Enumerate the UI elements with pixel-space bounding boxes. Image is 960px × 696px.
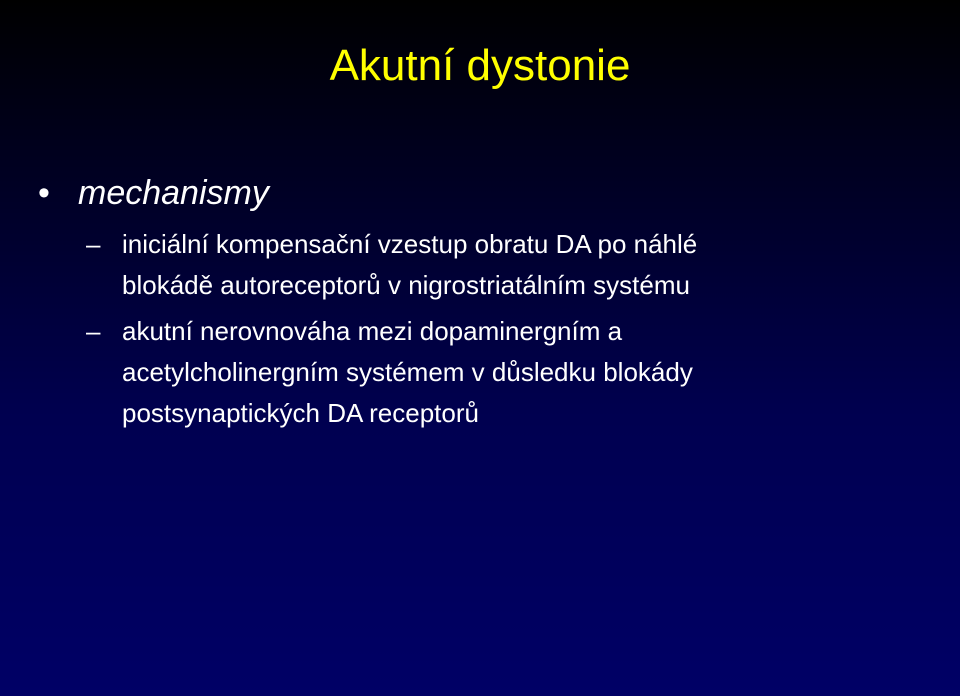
sub-bullet-list (86, 224, 936, 439)
sub-bullet-item-2 (86, 311, 936, 434)
bullet-item-mechanismy (38, 170, 918, 216)
slide-title: Akutní dystonie (329, 41, 631, 90)
dash-marker: – (86, 316, 101, 346)
bullet-marker: • (38, 174, 50, 212)
sub-bullet-line: akutní nerovnováha mezi dopaminergním a (122, 316, 623, 346)
sub-bullet-line: blokádě autoreceptorů v nigrostriatálním systému (122, 270, 690, 300)
dash-marker: – (86, 229, 101, 259)
sub-bullet-line: acetylcholinergním systémem v důsledku blokády (122, 357, 693, 387)
sub-bullet-line: iniciální kompensační vzestup obratu DA po náhlé (122, 229, 698, 259)
bullet-text: mechanismy (78, 174, 269, 212)
sub-bullet-line: postsynaptických DA receptorů (122, 398, 479, 428)
sub-bullet-item-1 (86, 224, 936, 306)
